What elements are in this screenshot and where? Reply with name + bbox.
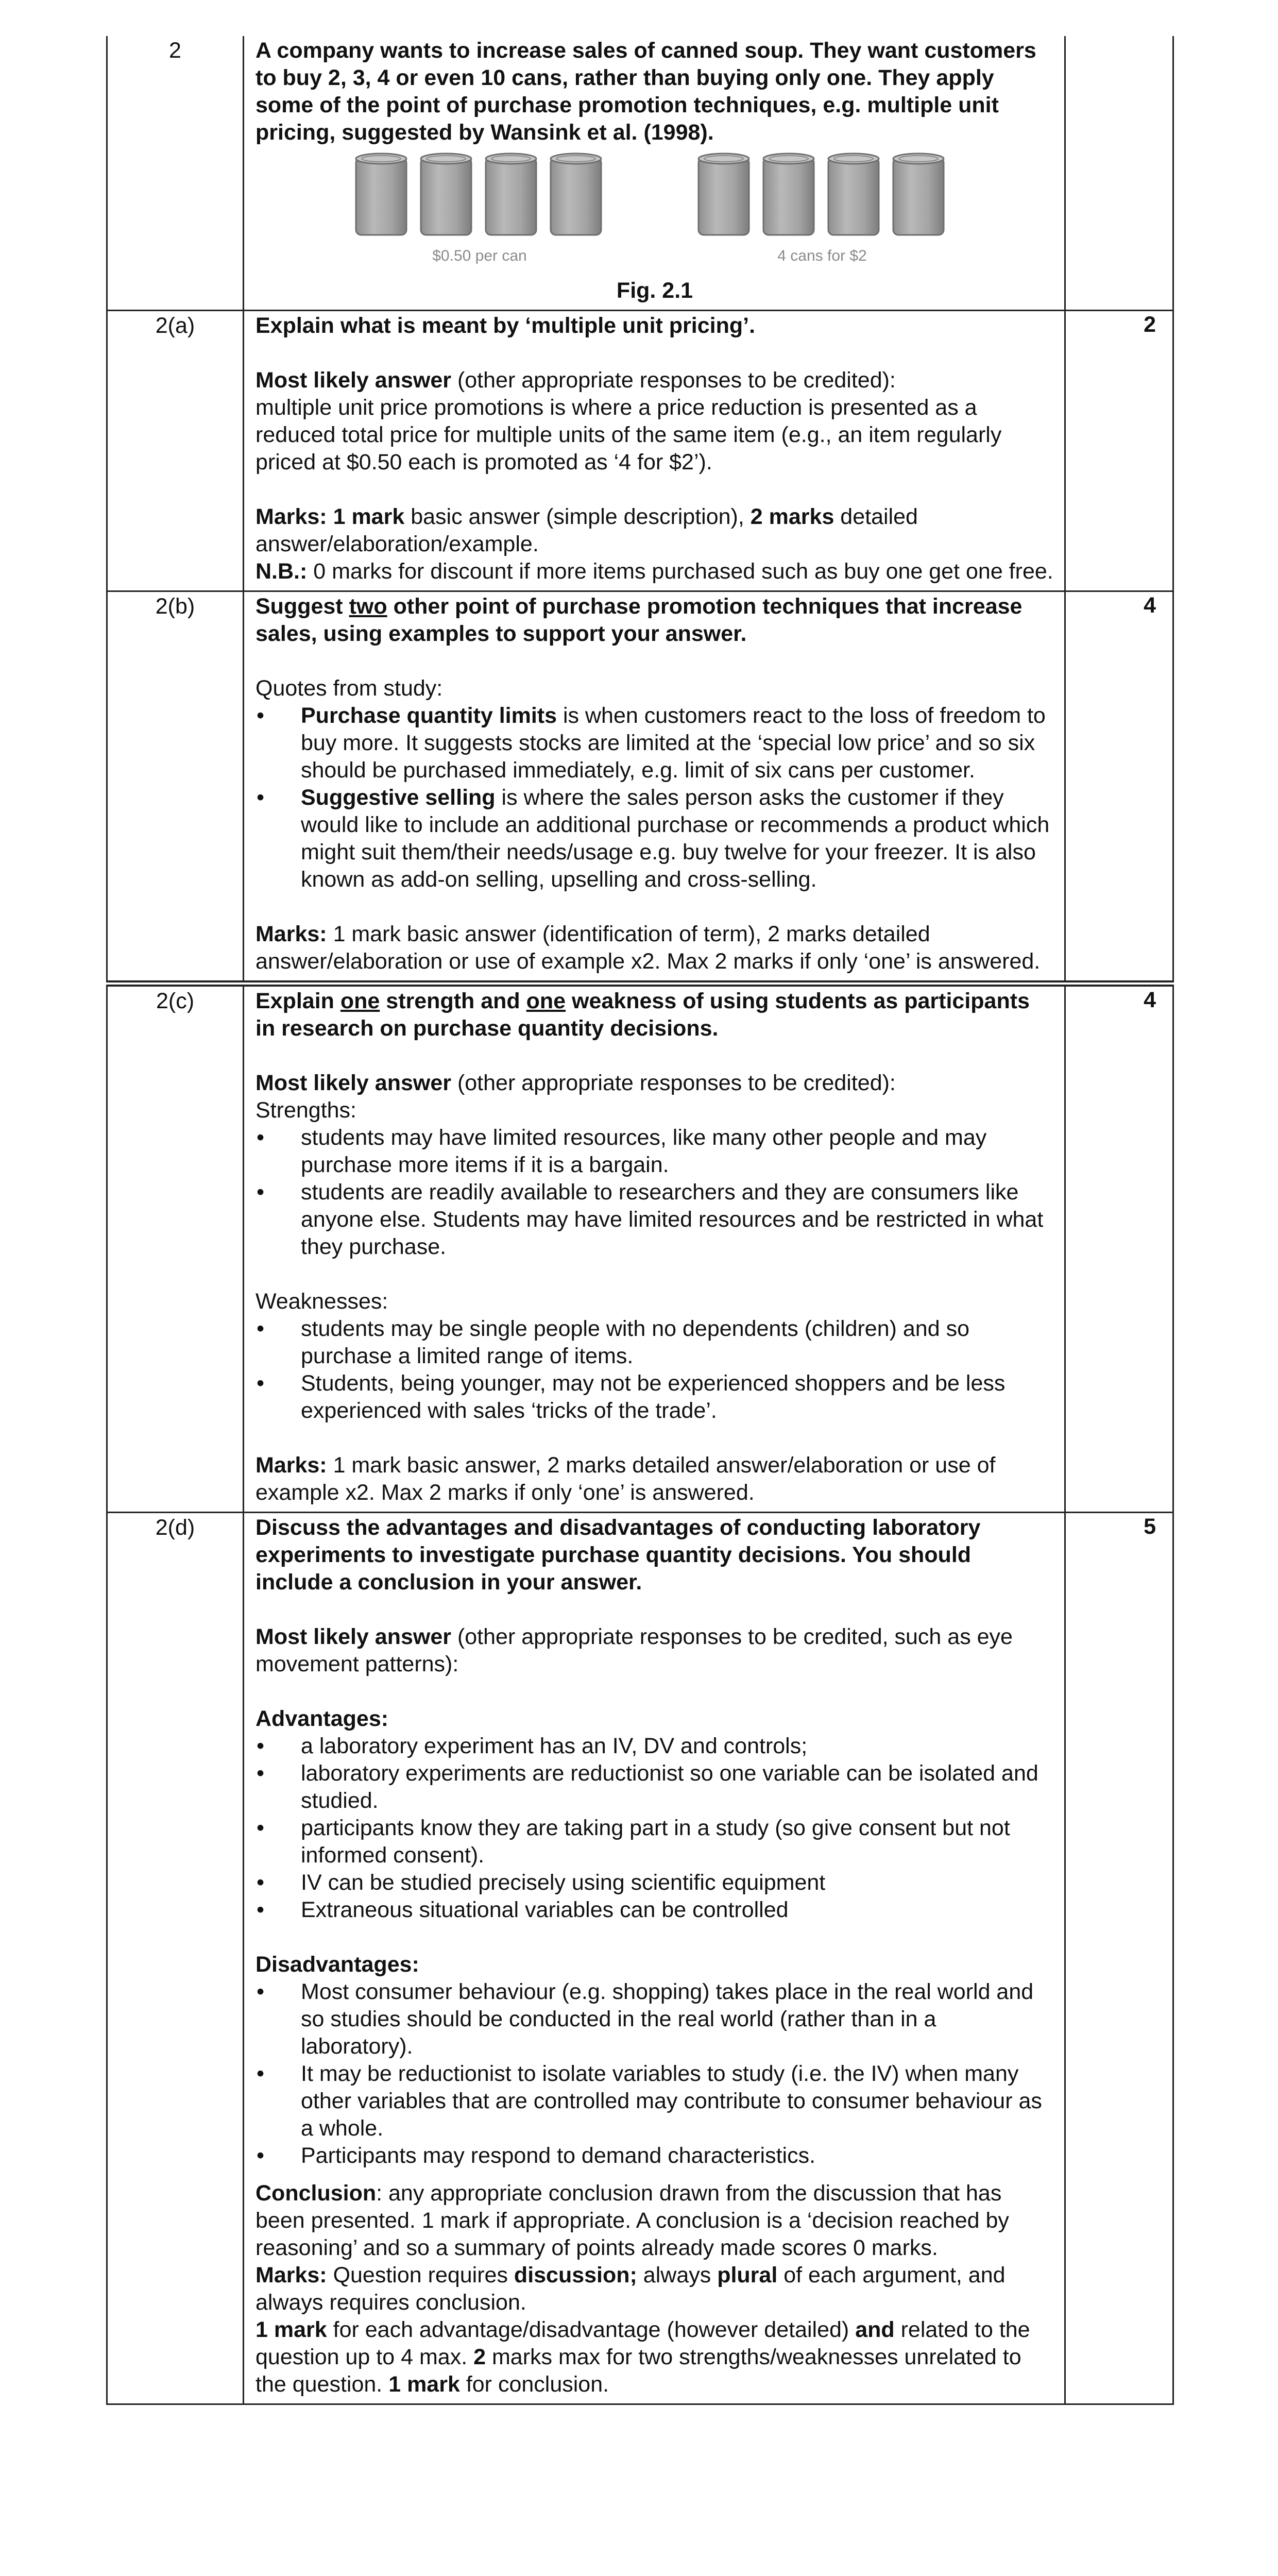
- question-text: Explain one strength and one weakness of using students as participants in research on purchase quantity decisions.: [255, 989, 1030, 1041]
- list-item: • Participants may respond to demand characteristics.: [255, 2142, 1054, 2170]
- question-number: 2: [107, 36, 244, 311]
- question-content: [244, 311, 1065, 591]
- list-item: • participants know they are taking part in a study (so give consent but not informed consent).: [255, 1815, 1054, 1869]
- cans-illustration: [255, 146, 1077, 275]
- answer-text: multiple unit price promotions is where a price reduction is presented as a reduced total price for multiple units of the same item (e.g., an item regularly priced at $0.50 each is promoted as ‘4 for $2’).: [255, 395, 1002, 474]
- question-number: 2(b): [107, 591, 244, 984]
- mark-scheme-table: [106, 36, 1174, 2405]
- question-content: [244, 36, 1065, 311]
- marks-value: 4: [1065, 591, 1173, 984]
- question-2-row: [107, 36, 1173, 311]
- marks-value: 4: [1065, 984, 1173, 1513]
- soup-can-icon: [828, 154, 879, 235]
- marks-value: 2: [1065, 311, 1173, 591]
- question-2a-row: [107, 311, 1173, 591]
- list-item: • students are readily available to researchers and they are consumers like anyone else. Students may have limited resources and be restricted in what they purchase.: [255, 1179, 1054, 1261]
- most-likely-answer-intro: Most likely answer (other appropriate responses to be credited):: [255, 1071, 896, 1095]
- most-likely-answer-intro: Most likely answer (other appropriate responses to be credited, such as eye movement patterns):: [255, 1624, 1013, 1676]
- strengths-heading: Strengths:: [255, 1098, 356, 1123]
- marks-cell: [1065, 36, 1173, 311]
- question-number: 2(d): [107, 1513, 244, 2404]
- question-content: [244, 1513, 1065, 2404]
- soup-can-icon: [763, 154, 814, 235]
- strengths-list: [255, 1124, 1054, 1261]
- list-item: • students may have limited resources, like many other people and may purchase more items if it is a bargain.: [255, 1124, 1054, 1179]
- list-item: • laboratory experiments are reductionist so one variable can be isolated and studied.: [255, 1760, 1054, 1815]
- soup-can-icon: [551, 154, 601, 235]
- marks-value: 5: [1065, 1513, 1173, 2404]
- price-label: $0.50 per can: [432, 247, 527, 264]
- list-item: • Extraneous situational variables can be controlled: [255, 1896, 1054, 1924]
- question-2b-row: [107, 591, 1173, 984]
- question-text: Explain what is meant by ‘multiple unit pricing’.: [255, 313, 756, 338]
- list-item: • Students, being younger, may not be experienced shoppers and be less experienced with sales ‘tricks of the trade’.: [255, 1370, 1054, 1425]
- disadvantages-list: [255, 1978, 1054, 2170]
- list-item: • Most consumer behaviour (e.g. shopping) takes place in the real world and so studies should be conducted in the real world (rather than in a laboratory).: [255, 1978, 1054, 2060]
- weaknesses-heading: Weaknesses:: [255, 1289, 388, 1314]
- weaknesses-list: [255, 1315, 1054, 1425]
- list-item: • Purchase quantity limits is when customers react to the loss of freedom to buy more. It suggests stocks are limited at the ‘special low price’ and so six should be purchased immediately, e.g. limit of six cans per customer.: [255, 702, 1054, 784]
- conclusion-text: Conclusion: any appropriate conclusion drawn from the discussion that has been presented. 1 mark if appropriate. A conclusion is a ‘decision reached by reasoning’ and so a summary of points already made scores 0 marks.: [255, 2181, 1009, 2260]
- list-item: • Suggestive selling is where the sales person asks the customer if they would like to include an additional purchase or recommends a product which might suit them/their needs/usage e.g. buy twelve for your freezer. It is also known as add-on selling, upselling and cross-selling.: [255, 784, 1054, 893]
- question-content: [244, 591, 1065, 984]
- marks-guidance: Marks: 1 mark basic answer (simple description), 2 marks detailed answer/elaboration/example.: [255, 504, 918, 556]
- price-label: 4 cans for $2: [777, 247, 867, 264]
- soup-can-icon: [486, 154, 536, 235]
- question-text: Suggest two other point of purchase promotion techniques that increase sales, using examples to support your answer.: [255, 594, 1023, 646]
- soup-can-icon: [356, 154, 406, 235]
- advantages-heading: Advantages:: [255, 1706, 389, 1731]
- question-number: 2(c): [107, 984, 244, 1513]
- figure-caption: Fig. 2.1: [616, 278, 693, 303]
- list-item: • It may be reductionist to isolate variables to study (i.e. the IV) when many other variables that are controlled may contribute to consumer behaviour as a whole.: [255, 2060, 1054, 2142]
- marks-guidance: Marks: 1 mark basic answer, 2 marks detailed answer/elaboration or use of example x2. Max 2 marks if only ‘one’ is answered.: [255, 1453, 996, 1505]
- question-2d-row: [107, 1513, 1173, 2404]
- advantages-list: [255, 1733, 1054, 1924]
- question-number: 2(a): [107, 311, 244, 591]
- list-item: • a laboratory experiment has an IV, DV and controls;: [255, 1733, 1054, 1760]
- soup-can-icon: [698, 154, 749, 235]
- note-text: N.B.: 0 marks for discount if more items purchased such as buy one get one free.: [255, 559, 1053, 584]
- technique-list: [255, 702, 1054, 893]
- soup-can-icon: [893, 154, 944, 235]
- most-likely-answer-intro: Most likely answer (other appropriate responses to be credited):: [255, 368, 896, 393]
- question-2c-row: [107, 984, 1173, 1513]
- question-stem: A company wants to increase sales of canned soup. They want customers to buy 2, 3, 4 or even 10 cans, rather than buying only one. They apply some of the point of purchase promotion techniques, e.g. multiple unit pricing, suggested by Wansink et al. (1998).: [255, 38, 1036, 145]
- marks-guidance: Marks: Question requires discussion; always plural of each argument, and always requires conclusion.: [255, 2263, 1006, 2315]
- list-item: • IV can be studied precisely using scientific equipment: [255, 1869, 1054, 1896]
- list-item: • students may be single people with no dependents (children) and so purchase a limited range of items.: [255, 1315, 1054, 1370]
- question-content: [244, 984, 1065, 1513]
- marking-rules: 1 mark for each advantage/disadvantage (however detailed) and related to the question up to 4 max. 2 marks max for two strengths/weaknesses unrelated to the question. 1 mark for conclusion.: [255, 2317, 1030, 2397]
- question-text: Discuss the advantages and disadvantages of conducting laboratory experiments to investigate purchase quantity decisions. You should include a conclusion in your answer.: [255, 1515, 981, 1595]
- soup-can-icon: [421, 154, 471, 235]
- marks-guidance: Marks: 1 mark basic answer (identification of term), 2 marks detailed answer/elaboration or use of example x2. Max 2 marks if only ‘one’ is answered.: [255, 922, 1041, 974]
- disadvantages-heading: Disadvantages:: [255, 1952, 419, 1977]
- figure-2-1: [255, 146, 1054, 275]
- quotes-intro: Quotes from study:: [255, 676, 443, 701]
